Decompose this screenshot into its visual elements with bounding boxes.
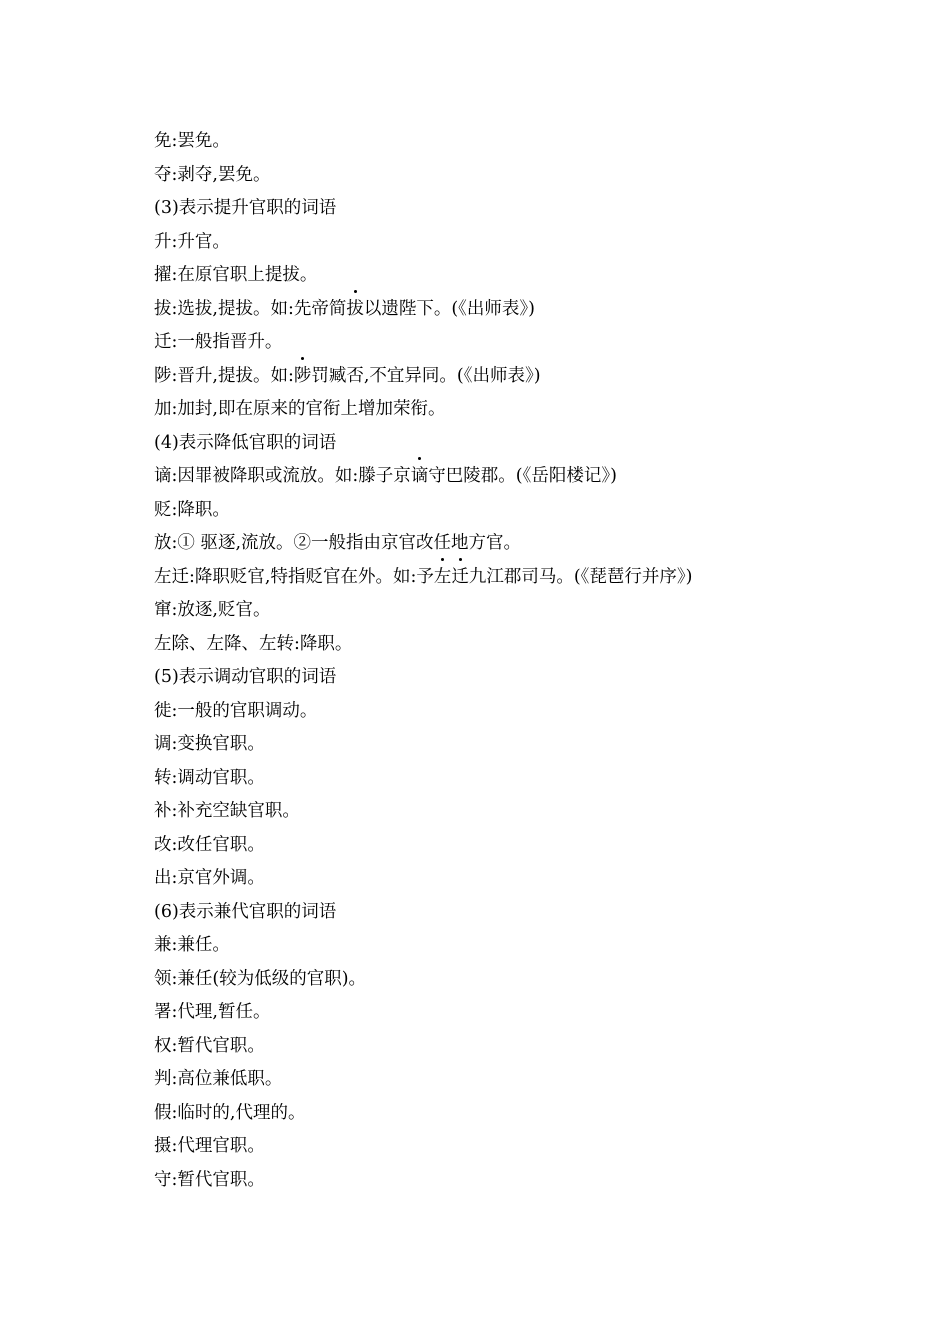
text-line	[154, 159, 854, 193]
text-line	[154, 628, 854, 662]
text-run: 守:暂代官职。	[154, 1169, 265, 1190]
text-line	[154, 460, 854, 494]
emphasis-dot-char: 陟	[294, 360, 312, 394]
text-line	[154, 192, 854, 226]
emphasis-dot-char: 迁	[451, 561, 469, 595]
text-run: 贬:降职。	[154, 499, 230, 520]
emphasis-dot-char: 左	[434, 561, 452, 595]
text-run: (5)表示调动官职的词语	[154, 667, 337, 687]
text-run: 摄:代理官职。	[154, 1136, 265, 1156]
text-line	[154, 427, 854, 461]
text-run: 擢:在原官职上提拔。	[154, 265, 318, 285]
text-run: 左除、左降、左转:降职。	[154, 633, 353, 654]
text-line	[154, 259, 854, 293]
text-line	[154, 1130, 854, 1164]
text-run: 出:京官外调。	[154, 868, 265, 888]
text-run: 陟:晋升,提拔。如:	[154, 365, 294, 386]
text-line	[154, 728, 854, 762]
text-line	[154, 393, 854, 427]
text-line	[154, 527, 854, 561]
emphasis-dot-char: 拔	[346, 293, 364, 327]
text-run: 免:罢免。	[154, 131, 230, 151]
text-run: (3)表示提升官职的词语	[154, 198, 337, 218]
text-run: 假:临时的,代理的。	[154, 1102, 306, 1123]
text-run: 以遗陛下。(《出师表》)	[363, 298, 536, 319]
text-run: 兼:兼任。	[154, 935, 230, 955]
text-run: 升:升官。	[154, 231, 230, 252]
text-run: 领:兼任(较为低级的官职)。	[154, 968, 367, 989]
text-line	[154, 762, 854, 796]
text-run: 加:加封,即在原来的官衔上增加荣衔。	[154, 399, 446, 419]
text-run: (6)表示兼代官职的词语	[154, 901, 337, 922]
text-line	[154, 1030, 854, 1064]
text-run: 窜:放逐,贬官。	[154, 600, 271, 620]
text-run: 调:变换官职。	[154, 734, 265, 754]
text-line	[154, 1164, 854, 1198]
text-line	[154, 1063, 854, 1097]
text-line	[154, 862, 854, 896]
text-line	[154, 594, 854, 628]
text-run: 谪:因罪被降职或流放。如:滕子京	[154, 466, 411, 486]
emphasis-dot-char: 谪	[411, 460, 429, 494]
text-line	[154, 226, 854, 260]
text-line	[154, 963, 854, 997]
text-line	[154, 795, 854, 829]
text-line	[154, 494, 854, 528]
text-line	[154, 829, 854, 863]
text-run: 改:改任官职。	[154, 834, 265, 855]
text-run: (4)表示降低官职的词语	[154, 432, 337, 453]
text-run: 迁:一般指晋升。	[154, 332, 283, 352]
text-line	[154, 929, 854, 963]
text-run: 署:代理,暂任。	[154, 1002, 271, 1022]
text-run: 九江郡司马。(《琵琶行并序》)	[468, 566, 693, 587]
text-line	[154, 360, 854, 394]
text-run: 转:调动官职。	[154, 767, 265, 788]
text-line	[154, 661, 854, 695]
text-run: 放:① 驱逐,流放。②一般指由京官改任地方官。	[154, 533, 522, 553]
text-line	[154, 561, 854, 595]
text-run: 补:补充空缺官职。	[154, 801, 300, 821]
text-run: 罚臧否,不宜异同。(《出师表》)	[311, 365, 541, 386]
text-run: 夺:剥夺,罢免。	[154, 164, 271, 185]
text-line	[154, 1097, 854, 1131]
text-run: 判:高位兼低职。	[154, 1069, 283, 1089]
document-body	[154, 125, 854, 1197]
text-run: 徙:一般的官职调动。	[154, 700, 318, 721]
text-run: 守巴陵郡。(《岳阳楼记》)	[428, 466, 617, 486]
text-run: 权:暂代官职。	[154, 1035, 265, 1056]
text-run: 拔:选拔,提拔。如:先帝简	[154, 298, 347, 319]
text-line	[154, 996, 854, 1030]
text-line	[154, 125, 854, 159]
text-line	[154, 695, 854, 729]
text-line	[154, 326, 854, 360]
text-run: 左迁:降职贬官,特指贬官在外。如:予	[154, 566, 434, 587]
text-line	[154, 896, 854, 930]
text-line	[154, 293, 854, 327]
